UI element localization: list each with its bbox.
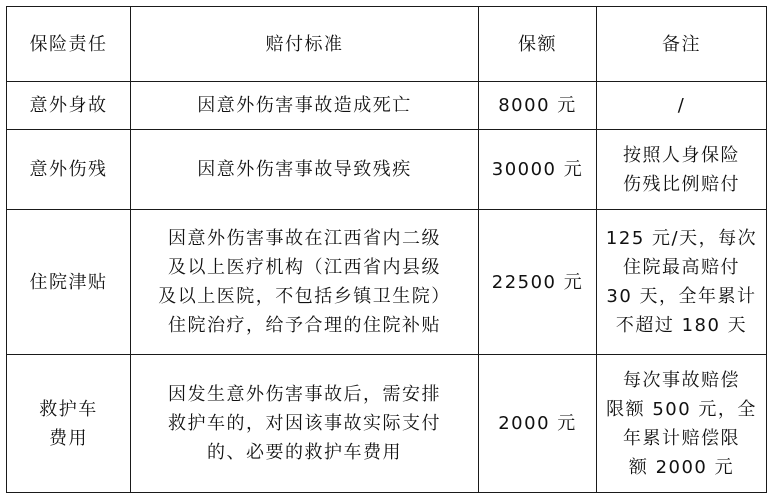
cell-text: 救护车 (39, 398, 98, 420)
cell-text: 及以上医疗机构（江西省内县级 (168, 257, 441, 278)
cell-text: / (677, 95, 686, 116)
cell-text: 救护车的，对因该事故实际支付 (168, 413, 441, 434)
cell-standard (131, 355, 479, 493)
cell-text: 每次事故赔偿 (623, 369, 740, 391)
table-row (7, 82, 767, 130)
cell-standard (131, 210, 479, 355)
cell-amount: 30000 元 (479, 130, 597, 210)
cell-amount: 2000 元 (479, 355, 597, 493)
cell-text: 住院治疗，给予合理的住院补贴 (168, 315, 441, 336)
cell-text: 因意外伤害事故在江西省内二级 (168, 228, 441, 249)
cell-text: 按照人身保险 (623, 144, 740, 166)
table-row (7, 210, 767, 355)
cell-text: 额 2000 元 (628, 456, 735, 478)
cell-liability (7, 355, 131, 493)
cell-text: 的、必要的救护车费用 (207, 442, 402, 463)
header-note: 备注 (597, 7, 767, 82)
cell-text: 住院最高赔付 (623, 257, 740, 278)
cell-text: 住院津贴 (29, 271, 108, 293)
cell-text: 因意外伤害事故造成死亡 (197, 95, 412, 116)
cell-text: 及以上医院，不包括乡镇卫生院） (158, 286, 451, 307)
cell-note (597, 130, 767, 210)
cell-liability (7, 130, 131, 210)
cell-standard (131, 82, 479, 130)
table-row (7, 355, 767, 493)
cell-text: 因意外伤害事故导致残疾 (197, 159, 412, 180)
cell-text: 意外身故 (29, 95, 108, 116)
cell-note (597, 355, 767, 493)
cell-text: 年累计赔偿限 (623, 427, 740, 449)
insurance-coverage-table (6, 6, 767, 493)
header-standard: 赔付标准 (131, 7, 479, 82)
cell-amount: 8000 元 (479, 82, 597, 130)
cell-text: 因发生意外伤害事故后，需安排 (168, 384, 441, 405)
cell-text: 不超过 180 天 (615, 315, 748, 336)
cell-note (597, 210, 767, 355)
cell-text: 意外伤残 (29, 159, 108, 180)
cell-text: 30 天，全年累计 (606, 286, 757, 307)
header-liability: 保险责任 (7, 7, 131, 82)
cell-note (597, 82, 767, 130)
cell-amount: 22500 元 (479, 210, 597, 355)
cell-text: 费用 (49, 427, 88, 449)
cell-text: 伤残比例赔付 (623, 173, 740, 195)
cell-liability (7, 210, 131, 355)
cell-text: 125 元/天，每次 (605, 228, 758, 249)
table-row (7, 130, 767, 210)
cell-text: 限额 500 元，全 (606, 398, 757, 420)
cell-liability (7, 82, 131, 130)
header-amount: 保额 (479, 7, 597, 82)
cell-standard (131, 130, 479, 210)
table-header-row (7, 7, 767, 82)
